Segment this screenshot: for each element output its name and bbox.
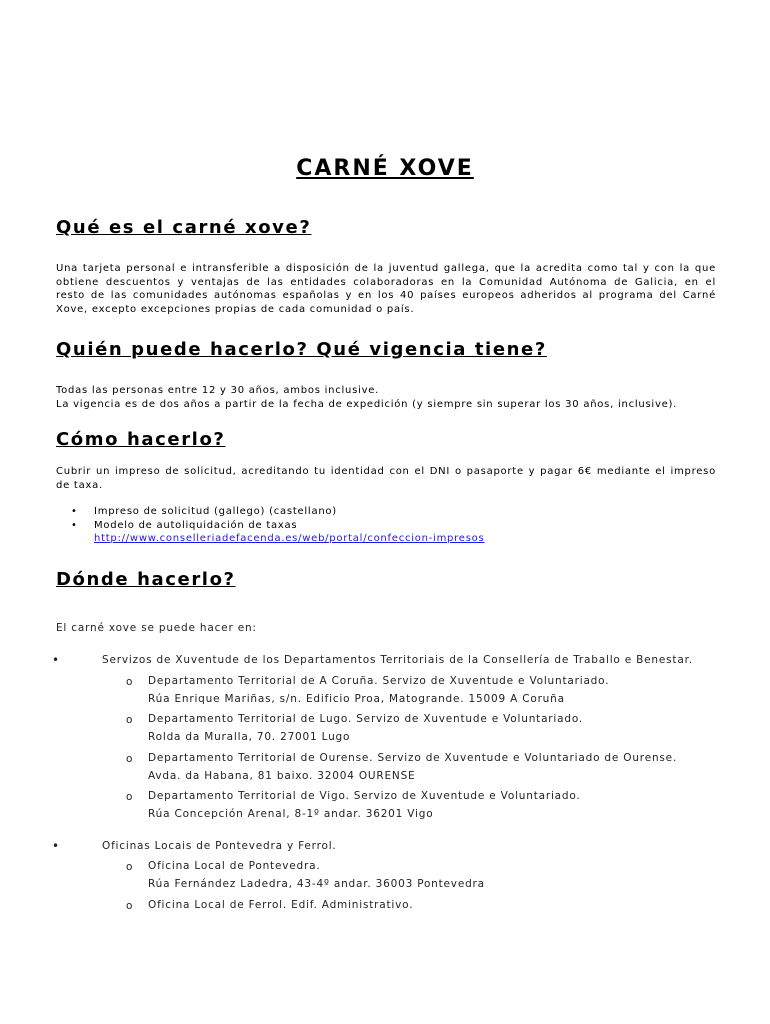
list-item (56, 505, 484, 519)
list-item-text: Impreso de solicitud (gallego) (castellano) (94, 506, 337, 517)
sub-bullet-icon: o (126, 791, 134, 803)
paragraph-line: Una tarjeta personal e intransferible a disposición de la juventud gallega, que la acredita como tal y con la que (56, 263, 716, 274)
paragraph-line: Cubrir un impreso de solicitud, acreditando tu identidad con el DNI o pasaporte y pagar 6€ mediante el impreso (56, 466, 716, 477)
bullet-icon: • (52, 839, 60, 853)
heading-donde-hacerlo: Dónde hacerlo? (56, 569, 236, 590)
heading-como-hacerlo: Cómo hacerlo? (56, 429, 226, 450)
group-label-servizos: Servizos de Xuventude de los Departamentos Territoriais de la Consellería de Traballo e Benestar. (102, 654, 693, 666)
office-address: Rolda da Muralla, 70. 27001 Lugo (148, 731, 351, 743)
impresos-link[interactable]: http://www.conselleriadefacenda.es/web/portal/confeccion-impresos (94, 533, 485, 544)
page-title: CARNÉ XOVE (296, 156, 474, 181)
list-item-text: Modelo de autoliquidación de taxas (94, 519, 298, 531)
paragraph-line: La vigencia es de dos años a partir de la fecha de expedición (y siempre sin superar los 30 años, inclusive). (56, 398, 678, 410)
office-address: Avda. da Habana, 81 baixo. 32004 OURENSE (148, 770, 416, 782)
office-name: Departamento Territorial de Ourense. Servizo de Xuventude e Voluntariado de Ourense. (148, 752, 678, 764)
list-item (56, 532, 484, 546)
sub-bullet-icon: o (126, 753, 134, 765)
sub-bullet-icon: o (126, 676, 134, 688)
requirements-list (56, 505, 484, 546)
heading-quien-puede: Quién puede hacerlo? Qué vigencia tiene? (56, 339, 547, 360)
paragraph-line: Todas las personas entre 12 y 30 años, ambos inclusive. (56, 385, 380, 396)
office-address: Rúa Fernández Ladedra, 43-4º andar. 36003 Pontevedra (148, 878, 485, 890)
paragraph-como-hacerlo (56, 465, 716, 492)
bullet-icon: • (71, 506, 78, 517)
intro-text: El carné xove se puede hacer en: (56, 622, 257, 634)
paragraph-que-es (56, 262, 716, 316)
paragraph-line: Xove, excepto excepciones propias de cada comunidad o país. (56, 303, 415, 315)
paragraph-line: obtiene descuentos y ventajas de las entidades colaboradoras en la Comunidad Autónoma de Galicia, en el (56, 276, 716, 288)
office-name: Departamento Territorial de A Coruña. Servizo de Xuventude e Voluntariado. (148, 675, 610, 687)
sub-bullet-icon: o (126, 861, 134, 873)
paragraph-line: de taxa. (56, 479, 103, 491)
office-address: Rúa Enrique Mariñas, s/n. Edificio Proa, Matogrande. 15009 A Coruña (148, 693, 565, 705)
sub-bullet-icon: o (126, 900, 134, 912)
group-label-oficinas: Oficinas Locais de Pontevedra y Ferrol. (102, 840, 337, 852)
office-name: Oficina Local de Pontevedra. (148, 860, 321, 872)
paragraph-line: resto de las comunidades autónomas españolas y en los 40 países europeos adheridos al programa del Carné (56, 290, 716, 301)
heading-que-es: Qué es el carné xove? (56, 217, 312, 238)
list-item (56, 519, 484, 533)
office-name: Departamento Territorial de Lugo. Servizo de Xuventude e Voluntariado. (148, 713, 584, 725)
sub-bullet-icon: o (126, 714, 134, 726)
office-name: Departamento Territorial de Vigo. Servizo de Xuventude e Voluntariado. (148, 790, 581, 802)
paragraph-quien-puede (56, 384, 716, 411)
office-name: Oficina Local de Ferrol. Edif. Administrativo. (148, 899, 414, 911)
bullet-icon: • (71, 519, 78, 531)
office-address: Rúa Concepción Arenal, 8-1º andar. 36201 Vigo (148, 808, 434, 820)
bullet-icon: • (52, 653, 60, 667)
